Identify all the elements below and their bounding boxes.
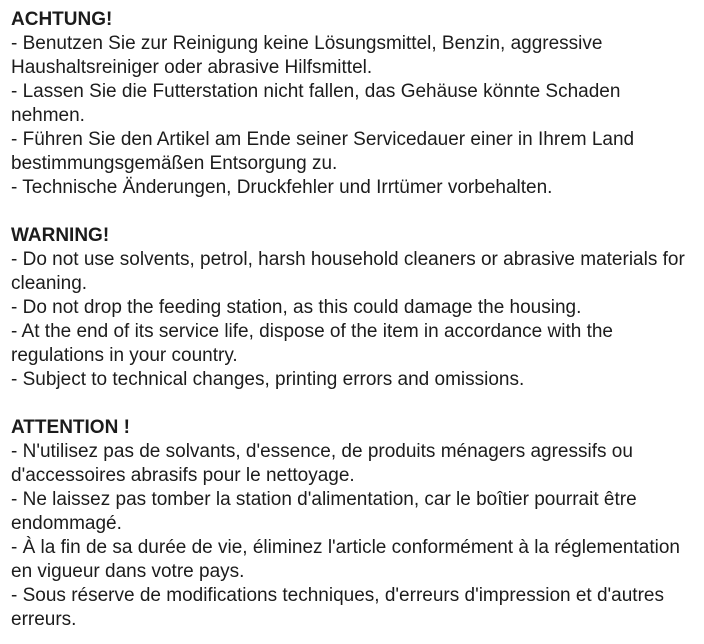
list-item: - Technische Änderungen, Druckfehler und Irrtümer vorbehalten. — [11, 177, 553, 198]
section-french — [11, 416, 696, 632]
list-item: - Subject to technical changes, printing errors and omissions. — [11, 369, 525, 390]
section-heading-english: WARNING! — [11, 225, 110, 246]
list-item: - Benutzen Sie zur Reinigung keine Lösungsmittel, Benzin, aggressive Haushaltsreiniger oder abrasive Hilfsmittel. — [11, 33, 603, 78]
list-item: - N'utilisez pas de solvants, d'essence, de produits ménagers agressifs ou d'accessoires abrasifs pour le nettoyage. — [11, 441, 633, 486]
section-heading-german: ACHTUNG! — [11, 9, 113, 30]
list-item: - At the end of its service life, dispose of the item in accordance with the regulations in your country. — [11, 321, 613, 366]
section-english — [11, 224, 696, 392]
list-item: - À la fin de sa durée de vie, éliminez l'article conformément à la réglementation en vigueur dans votre pays. — [11, 537, 680, 582]
list-item: - Sous réserve de modifications techniques, d'erreurs d'impression et d'autres erreurs. — [11, 585, 664, 630]
section-heading-french: ATTENTION ! — [11, 417, 130, 438]
list-item: - Do not drop the feeding station, as this could damage the housing. — [11, 297, 582, 318]
list-item: - Ne laissez pas tomber la station d'alimentation, car le boîtier pourrait être endommagé. — [11, 489, 637, 534]
list-item: - Lassen Sie die Futterstation nicht fallen, das Gehäuse könnte Schaden nehmen. — [11, 81, 621, 126]
list-item: - Do not use solvents, petrol, harsh household cleaners or abrasive materials for cleaning. — [11, 249, 685, 294]
section-german — [11, 8, 696, 200]
list-item: - Führen Sie den Artikel am Ende seiner Servicedauer einer in Ihrem Land bestimmungsgemäßen Entsorgung zu. — [11, 129, 635, 174]
